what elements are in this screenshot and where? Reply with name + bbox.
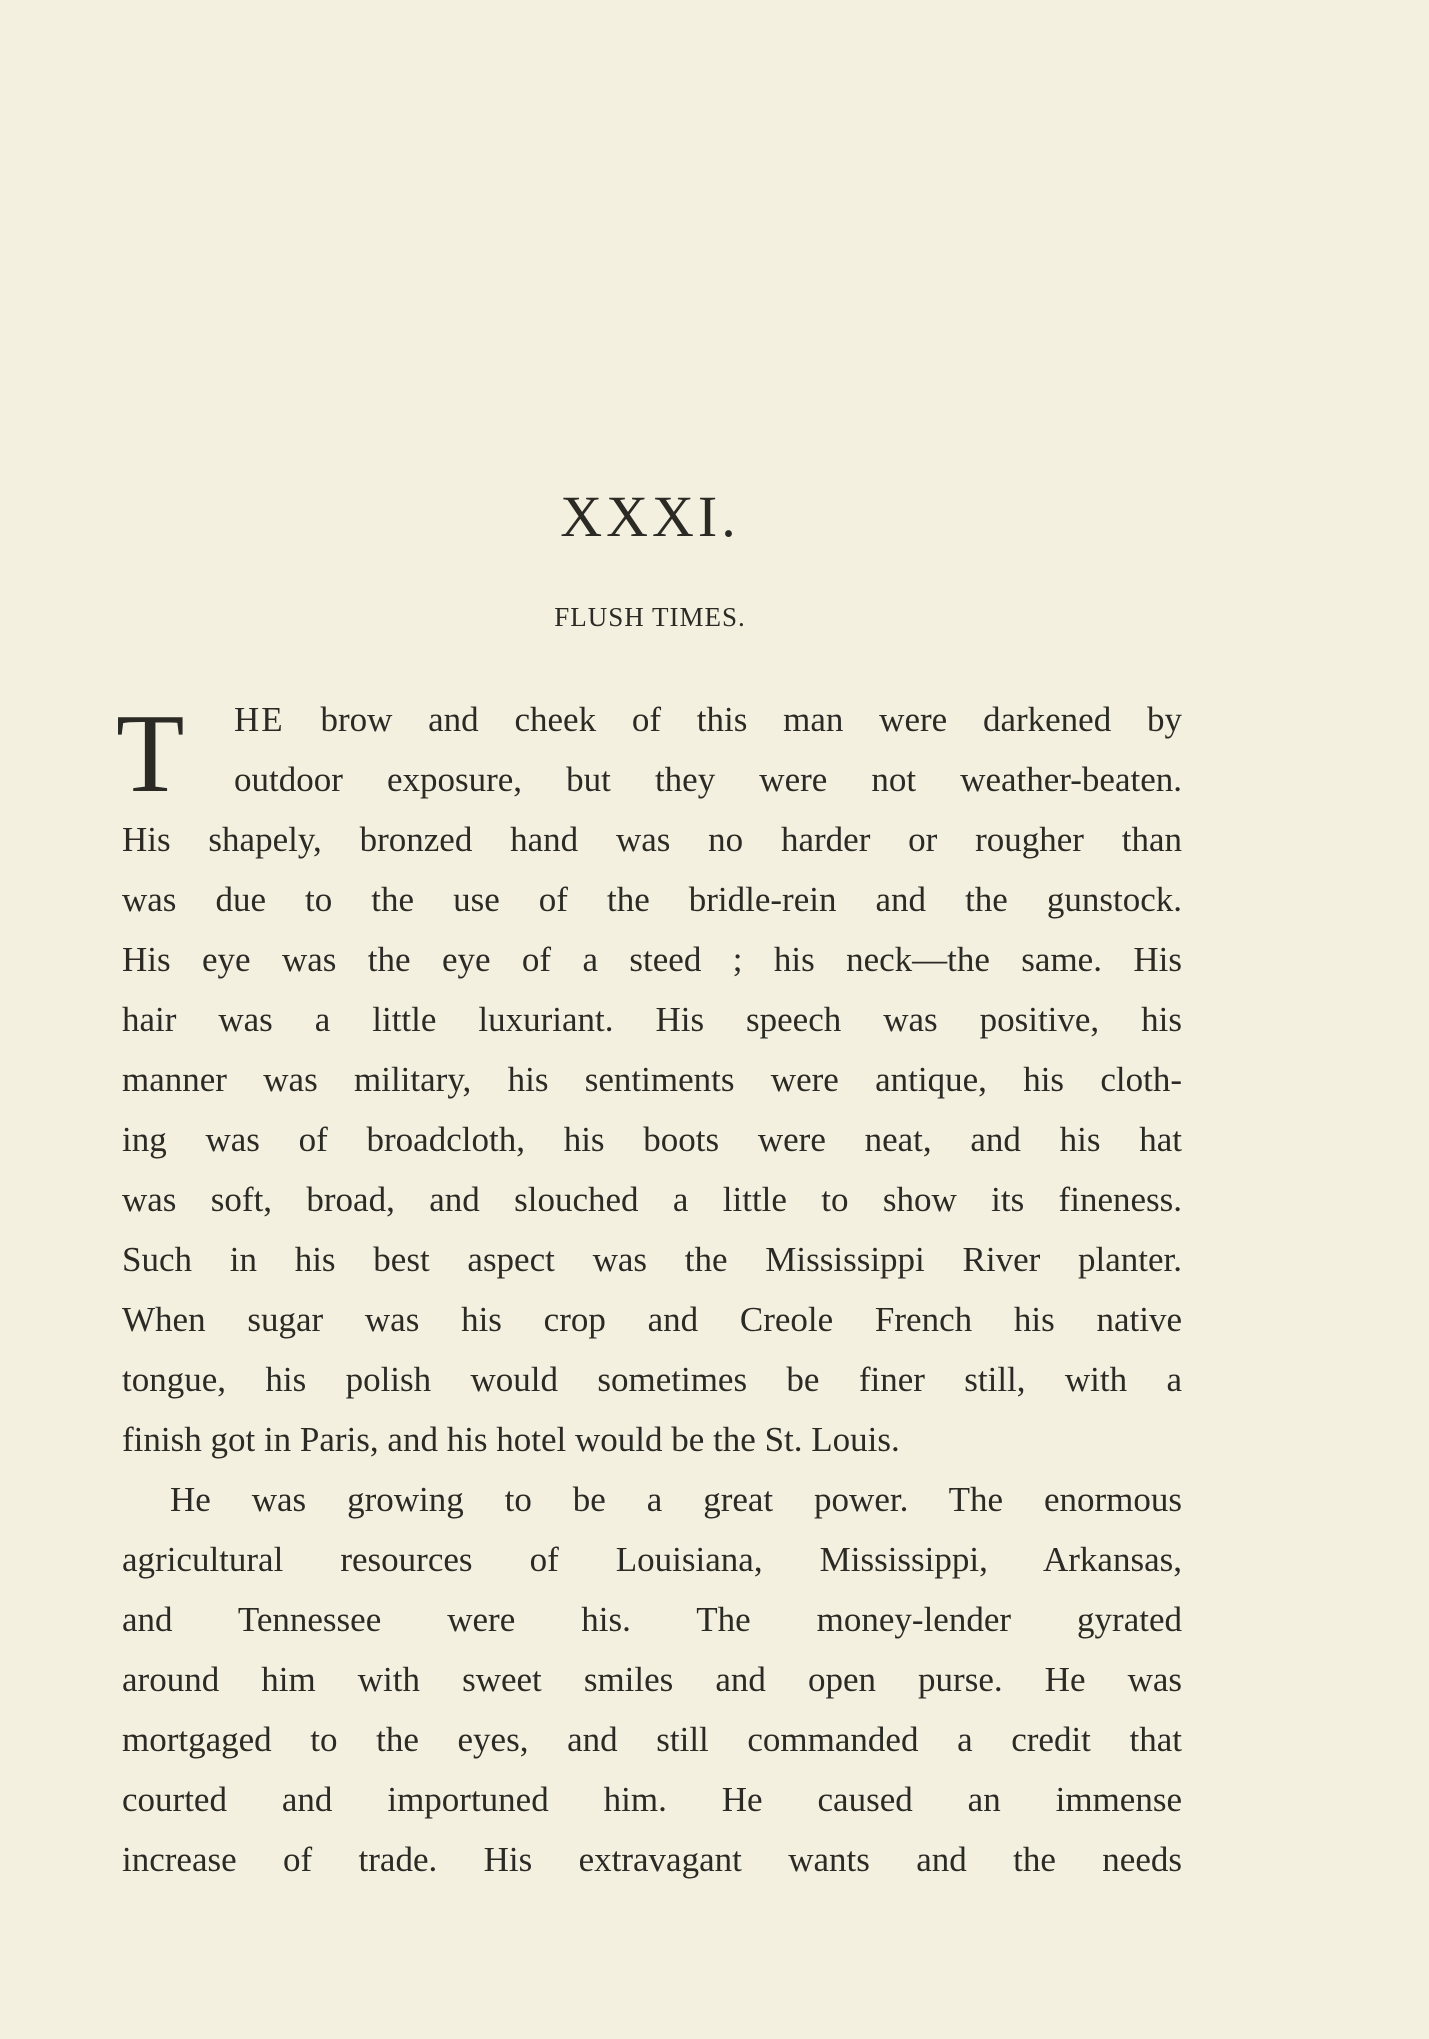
chapter-title: FLUSH TIMES. [554, 602, 746, 632]
text-line-rest: brow and cheek of this man were darkened by [284, 700, 1182, 739]
text-line [122, 690, 1182, 750]
drop-cap-continuation: HE [234, 700, 285, 739]
text-line: tongue, his polish would sometimes be finer still, with a [122, 1360, 1182, 1399]
text-line: manner was military, his sentiments were antique, his cloth- [122, 1060, 1182, 1099]
text-line: His eye was the eye of a steed ; his neck—the same. His [122, 940, 1182, 979]
text-line: agricultural resources of Louisiana, Mississippi, Arkansas, [122, 1540, 1182, 1579]
text-line: courted and importuned him. He caused an immense [122, 1780, 1182, 1819]
text-line: finish got in Paris, and his hotel would be the St. Louis. [122, 1420, 900, 1459]
opening-paragraph [116, 690, 1182, 1470]
text-line: was due to the use of the bridle-rein and the gunstock. [122, 880, 1182, 919]
text-line: around him with sweet smiles and open purse. He was [122, 1660, 1182, 1699]
text-line: and Tennessee were his. The money-lender gyrated [122, 1600, 1182, 1639]
drop-cap: T [116, 692, 185, 816]
chapter-number: XXXI. [560, 484, 740, 549]
text-line: outdoor exposure, but they were not weather-beaten. [234, 760, 1182, 799]
second-paragraph [122, 1470, 1182, 1890]
text-line: Such in his best aspect was the Mississippi River planter. [122, 1240, 1182, 1279]
text-line: He was growing to be a great power. The enormous [170, 1480, 1182, 1519]
body-text [116, 690, 1182, 1890]
text-line: His shapely, bronzed hand was no harder or rougher than [122, 820, 1182, 859]
text-line: increase of trade. His extravagant wants and the needs [122, 1840, 1182, 1879]
text-line: ing was of broadcloth, his boots were neat, and his hat [122, 1120, 1182, 1159]
text-line: hair was a little luxuriant. His speech was positive, his [122, 1000, 1182, 1039]
text-line: When sugar was his crop and Creole French his native [122, 1300, 1182, 1339]
text-line: was soft, broad, and slouched a little to show its fineness. [122, 1180, 1182, 1219]
text-line: mortgaged to the eyes, and still commanded a credit that [122, 1720, 1182, 1759]
